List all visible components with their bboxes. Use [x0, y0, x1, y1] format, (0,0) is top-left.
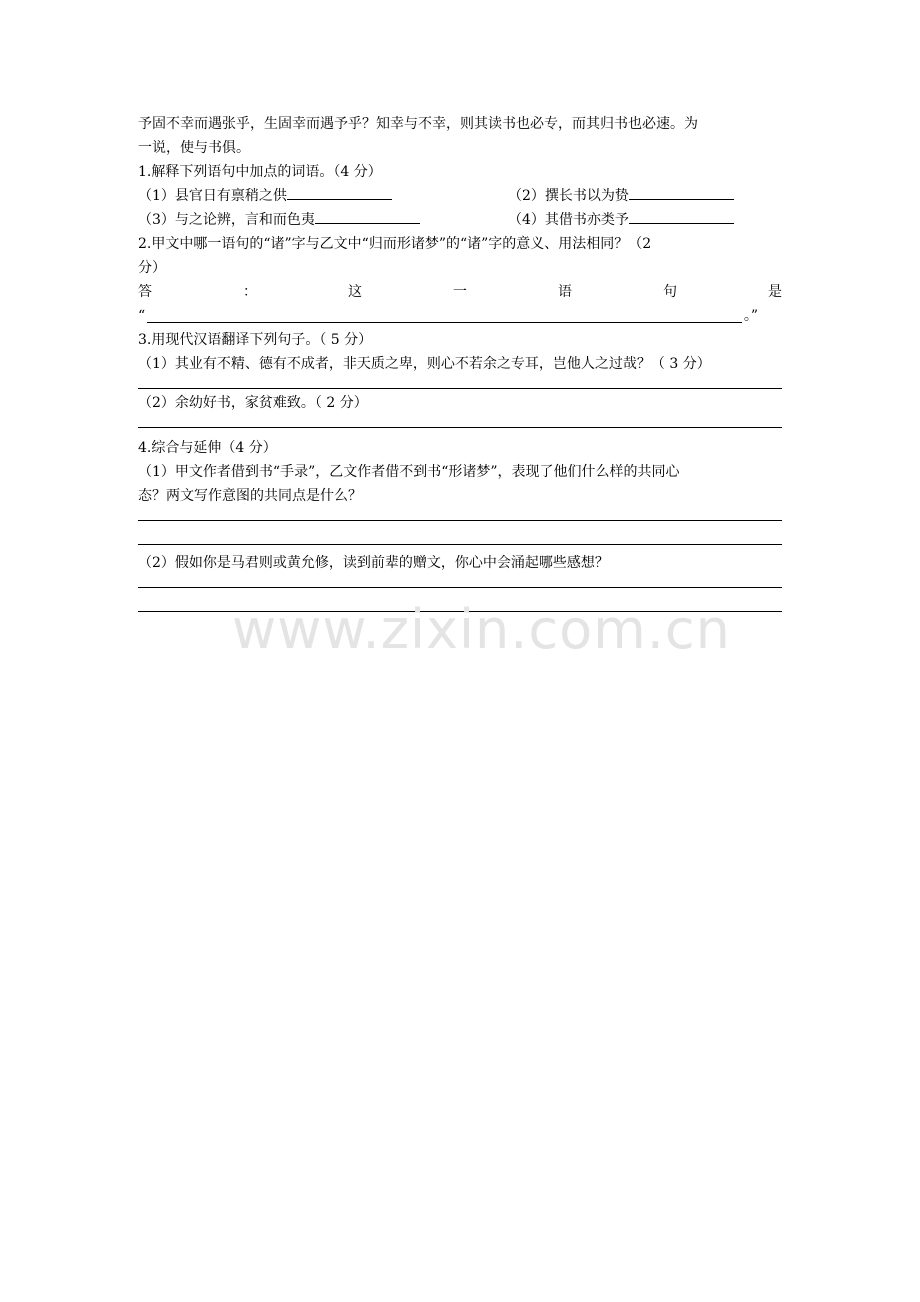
q4-item-1-line-2: 态？两文写作意图的共同点是什么？ [138, 488, 362, 504]
q1-answer-blank-1[interactable] [287, 185, 392, 200]
q1-item-4: （4）其借书亦类予 [508, 212, 629, 228]
q3-item-1: （1）其业有不精、德有不成者，非天质之卑，则心不若余之专耳，岂他人之过哉？（ 3 分） [138, 356, 711, 372]
q2-close-quote: 。” [743, 308, 758, 324]
q3-answer-line-1[interactable] [138, 388, 782, 389]
passage-line-2: 一说，使与书俱。 [138, 140, 250, 156]
q2-open-quote: “ [138, 308, 146, 324]
q2-title-line-1: 2.甲文中哪一语句的“诸”字与乙文中“归而形诸梦”的“诸”字的意义、用法相同？（2 [138, 236, 652, 252]
q1-title: 1.解释下列语句中加点的词语。（4 分） [138, 164, 382, 180]
q2-answer-prompt [138, 280, 782, 304]
q1-row-1 [138, 184, 782, 208]
q2-answer-char: ： [243, 284, 257, 300]
q1-answer-blank-3[interactable] [315, 209, 420, 224]
q2-answer-char: 句 [663, 284, 677, 300]
q3-answer-line-2[interactable] [138, 427, 782, 428]
q1-item-1: （1）县官日有禀稍之供 [138, 188, 287, 204]
q2-answer-line [138, 304, 758, 328]
q1-answer-blank-2[interactable] [629, 185, 734, 200]
q1-row-2 [138, 208, 782, 232]
q2-answer-blank[interactable] [147, 308, 742, 323]
q3-item-2: （2）余幼好书，家贫难致。（ 2 分） [138, 395, 368, 411]
q4-item-1-line-1: （1）甲文作者借到书“手录”，乙文作者借不到书“形诸梦”，表现了他们什么样的共同心 [138, 464, 680, 480]
passage-line-1: 予固不幸而遇张乎，生固幸而遇予乎？知幸与不幸，则其读书也必专，而其归书也必速。为 [138, 116, 698, 132]
q1-item-2: （2）撰长书以为贽 [508, 188, 629, 204]
q2-answer-char: 这 [348, 284, 362, 300]
q1-answer-blank-4[interactable] [629, 209, 734, 224]
watermark: www.zixin.com.cn [232, 598, 731, 661]
q2-title-line-2: 分） [138, 260, 166, 276]
q2-answer-char: 一 [453, 284, 467, 300]
q4-title: 4.综合与延伸（4 分） [138, 440, 277, 456]
q2-answer-char: 语 [558, 284, 572, 300]
q4-answer-line-4[interactable] [138, 611, 782, 612]
q1-item-3: （3）与之论辨，言和而色夷 [138, 212, 315, 228]
q3-title: 3.用现代汉语翻译下列句子。（ 5 分） [138, 332, 373, 348]
q4-item-2: （2）假如你是马君则或黄允修，读到前辈的赠文，你心中会涌起哪些感想？ [138, 555, 609, 571]
q2-answer-char: 答 [138, 284, 152, 300]
document-page [138, 112, 782, 612]
q2-answer-char: 是 [768, 284, 782, 300]
q4-answer-line-2[interactable] [138, 544, 782, 545]
